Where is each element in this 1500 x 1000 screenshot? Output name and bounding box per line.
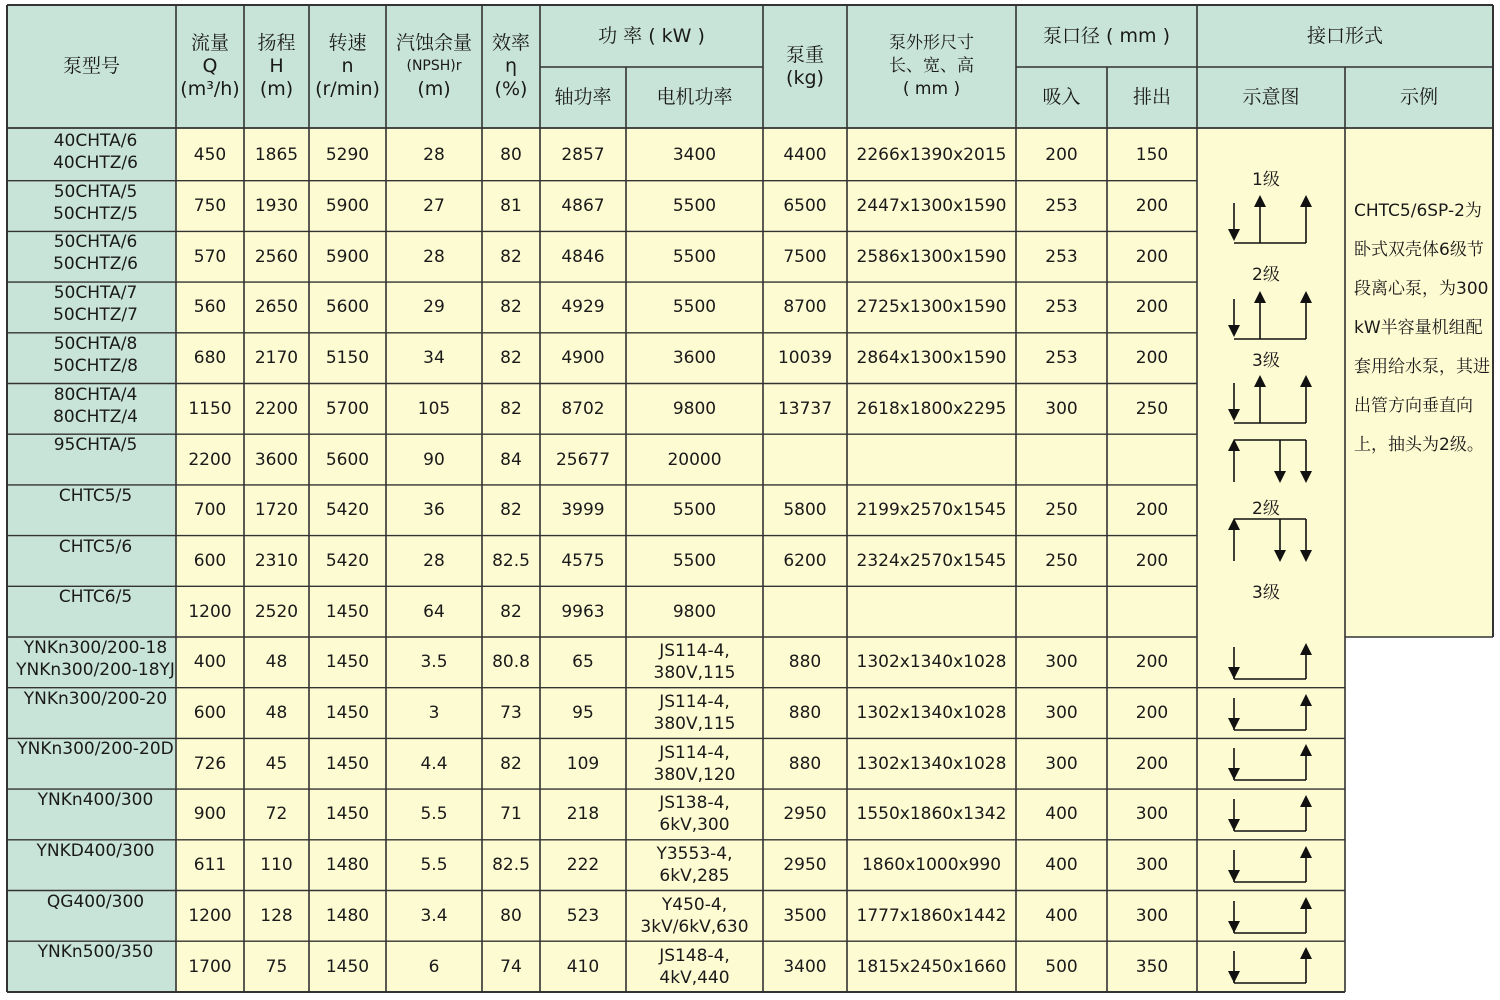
row-model-line: YNKn300/200-18YJ [16, 660, 175, 680]
row-eff: 82 [500, 297, 522, 318]
connection-up-down-down-icon [1228, 437, 1312, 489]
header-flow-line: (m³/h) [180, 78, 240, 100]
row-head: 1720 [254, 500, 299, 521]
header-flow-line: Q [202, 55, 218, 77]
stage-label: 3级 [1252, 583, 1280, 603]
row-weight: 880 [788, 753, 822, 774]
row-speed: 5900 [325, 246, 370, 267]
row-weight: 6500 [783, 196, 827, 217]
row-weight: 5800 [783, 500, 827, 521]
row-npsh: 64 [423, 601, 445, 622]
row-dims: 2725x1300x1590 [856, 297, 1007, 318]
row-dims: 1815x2450x1660 [856, 956, 1007, 977]
row-outlet: 200 [1135, 703, 1169, 724]
row-motor-line: Y3553-4, [656, 844, 733, 865]
row-dims: 2199x2570x1545 [856, 500, 1007, 521]
row-motor-line: 380V,120 [653, 764, 736, 785]
row-head: 75 [265, 956, 288, 977]
header-dimensions-line: 泵外形尺寸 [889, 33, 974, 53]
row-motor-line: Y450-4, [661, 894, 728, 915]
row-model-line: 50CHTA/6 [53, 232, 138, 253]
row-weight: 2950 [783, 804, 827, 825]
header-model: 泵型号 [62, 55, 120, 77]
stage-label: 2级 [1252, 265, 1280, 285]
row-speed: 1450 [325, 652, 370, 673]
row-head: 3600 [254, 449, 299, 470]
row-head: 1865 [254, 145, 299, 166]
row-model-line: 80CHTA/4 [53, 384, 138, 405]
row-eff: 74 [500, 956, 522, 977]
row-eff: 82 [500, 601, 522, 622]
row-shaft: 109 [566, 753, 600, 774]
row-head: 45 [265, 753, 288, 774]
row-npsh: 5.5 [420, 855, 448, 876]
row-model-line: 50CHTZ/6 [53, 254, 138, 275]
row-eff: 82 [500, 500, 522, 521]
row-flow: 1700 [188, 956, 232, 977]
header-shaft-power: 轴功率 [554, 86, 612, 108]
row-weight: 8700 [783, 297, 827, 318]
row-model-line: 95CHTA/5 [53, 435, 138, 456]
row-model-line: CHTC5/5 [58, 485, 133, 506]
row-shaft: 4575 [561, 550, 605, 571]
row-eff: 82 [500, 348, 522, 369]
row-shaft: 2857 [561, 145, 605, 166]
row-inlet: 300 [1045, 398, 1078, 419]
row-outlet: 150 [1135, 145, 1169, 166]
row-motor-line: 3400 [672, 145, 717, 166]
row-model-line: 40CHTZ/6 [53, 153, 138, 173]
row-motor-line: JS114-4, [659, 641, 730, 662]
header-efficiency-line: 效率 [491, 32, 530, 54]
row-motor-line: 6kV,285 [659, 866, 730, 887]
row-eff: 82.5 [492, 550, 530, 571]
row-inlet: 250 [1045, 550, 1078, 571]
row-eff: 84 [500, 449, 522, 470]
row-weight: 6200 [783, 550, 827, 571]
row-outlet: 200 [1135, 246, 1169, 267]
row-dims: 1302x1340x1028 [856, 753, 1007, 774]
row-flow: 600 [193, 550, 227, 571]
row-speed: 1450 [325, 703, 370, 724]
row-motor-line: JS148-4, [659, 945, 730, 966]
row-shaft: 25677 [555, 449, 611, 470]
row-weight: 3500 [783, 905, 827, 926]
row-speed: 1480 [325, 855, 370, 876]
header-npsh-line: (m) [417, 78, 451, 100]
row-model-line: YNKn400/300 [37, 790, 154, 811]
row-shaft: 218 [566, 804, 600, 825]
row-dims: 2266x1390x2015 [856, 145, 1007, 166]
header-flow-line: 流量 [190, 32, 229, 54]
row-head: 2650 [254, 297, 299, 318]
row-head: 1930 [254, 196, 299, 217]
row-outlet: 300 [1135, 905, 1169, 926]
row-inlet: 253 [1045, 246, 1078, 267]
row-npsh: 3.4 [420, 905, 448, 926]
header-speed-line: 转速 [328, 32, 367, 54]
row-speed: 5420 [325, 550, 370, 571]
row-model-line: YNKn300/200-20 [23, 688, 168, 709]
row-npsh: 28 [423, 246, 445, 267]
row-head: 128 [260, 905, 293, 926]
row-flow: 680 [193, 348, 227, 369]
row-shaft: 8702 [561, 398, 605, 419]
row-flow: 1200 [188, 601, 232, 622]
header-head-line: 扬程 [257, 32, 296, 54]
header-inlet: 吸入 [1042, 86, 1081, 108]
row-model-line: 50CHTA/8 [53, 333, 138, 354]
row-npsh: 3 [428, 703, 440, 724]
row-outlet: 300 [1135, 855, 1169, 876]
row-outlet: 200 [1135, 196, 1169, 217]
header-head-line: (m) [259, 78, 294, 100]
stage-label: 1级 [1252, 170, 1280, 190]
row-head: 2170 [254, 348, 299, 369]
row-eff: 80 [500, 145, 522, 166]
row-outlet: 200 [1135, 297, 1169, 318]
row-head: 2200 [254, 398, 299, 419]
row-shaft: 4867 [561, 196, 605, 217]
row-motor-line: 3kV/6kV,630 [640, 916, 749, 937]
row-model-line: 80CHTZ/4 [53, 406, 138, 427]
row-eff: 71 [500, 804, 522, 825]
row-head: 72 [265, 804, 288, 825]
row-model-line: CHTC6/5 [58, 587, 133, 608]
row-motor-line: 6kV,300 [659, 815, 730, 836]
row-motor-line: 9800 [672, 398, 717, 419]
row-model-line: YNKn300/200-20D [17, 739, 174, 760]
connection-inlet-outlet-icon [1228, 895, 1312, 939]
row-outlet: 200 [1135, 652, 1169, 673]
row-inlet: 250 [1045, 500, 1078, 521]
connection-inlet-outlet-icon [1228, 692, 1312, 736]
row-eff: 73 [500, 703, 522, 724]
row-weight: 10039 [777, 348, 833, 369]
row-inlet: 300 [1045, 652, 1078, 673]
row-dims: 2864x1300x1590 [856, 348, 1007, 369]
row-motor-line: JS114-4, [659, 742, 730, 763]
row-flow: 570 [193, 246, 227, 267]
row-weight: 2950 [783, 855, 827, 876]
row-npsh: 6 [428, 956, 440, 977]
row-model-line: 40CHTA/6 [53, 131, 138, 151]
row-model-line: 50CHTZ/7 [53, 305, 138, 326]
connection-inlet-outlet-icon [1228, 641, 1312, 685]
row-npsh: 105 [417, 398, 451, 419]
header-outlet: 排出 [1132, 86, 1171, 108]
header-connection: 接口形式 [1306, 24, 1383, 47]
row-weight: 7500 [783, 246, 827, 267]
row-outlet: 300 [1135, 804, 1169, 825]
row-model-line: 50CHTA/5 [53, 181, 138, 202]
row-inlet: 300 [1045, 703, 1078, 724]
row-weight: 880 [788, 703, 822, 724]
row-speed: 5700 [325, 398, 370, 419]
connection-inlet-outlet-icon [1228, 844, 1312, 888]
row-npsh: 36 [423, 500, 445, 521]
row-motor-line: 3600 [672, 348, 717, 369]
row-motor-line: JS138-4, [659, 793, 730, 814]
row-npsh: 34 [423, 348, 445, 369]
header-dimensions-line: 长、宽、高 [889, 56, 974, 76]
row-speed: 1480 [325, 905, 370, 926]
row-shaft: 9963 [561, 601, 605, 622]
row-dims: 1777x1860x1442 [856, 905, 1007, 926]
row-motor-line: 5500 [672, 500, 717, 521]
row-speed: 1450 [325, 804, 370, 825]
row-eff: 81 [500, 196, 522, 217]
row-shaft: 410 [566, 956, 600, 977]
row-eff: 82 [500, 753, 522, 774]
row-head: 48 [265, 652, 288, 673]
header-dimensions-line: ( mm ) [902, 79, 961, 99]
row-flow: 1200 [188, 905, 232, 926]
row-head: 2520 [254, 601, 299, 622]
row-speed: 5600 [325, 449, 370, 470]
row-shaft: 3999 [561, 500, 605, 521]
row-speed: 5420 [325, 500, 370, 521]
row-head: 2560 [254, 246, 299, 267]
row-motor-line: 380V,115 [653, 714, 736, 735]
row-inlet: 500 [1045, 956, 1078, 977]
row-inlet: 400 [1045, 855, 1078, 876]
row-outlet: 200 [1135, 348, 1169, 369]
row-flow: 400 [193, 652, 227, 673]
row-head: 110 [260, 855, 293, 876]
row-outlet: 200 [1135, 753, 1169, 774]
row-outlet: 200 [1135, 550, 1169, 571]
row-speed: 1450 [325, 601, 370, 622]
row-speed: 5290 [325, 145, 370, 166]
header-head-line: H [269, 55, 284, 77]
row-model-line: 50CHTZ/8 [53, 355, 138, 376]
row-inlet: 200 [1045, 145, 1078, 166]
row-dims: 2447x1300x1590 [856, 196, 1007, 217]
row-model-line: 50CHTA/7 [53, 283, 138, 304]
row-model-line: CHTC5/6 [58, 536, 133, 557]
row-shaft: 523 [566, 905, 600, 926]
header-weight-line: (kg) [786, 66, 824, 89]
row-head: 48 [265, 703, 288, 724]
header-power: 功 率 ( kW ) [598, 24, 705, 47]
stage-label: 2级 [1252, 499, 1280, 519]
row-flow: 900 [193, 804, 227, 825]
row-outlet: 200 [1135, 500, 1169, 521]
row-flow: 700 [193, 500, 227, 521]
row-motor-line: JS114-4, [659, 692, 730, 713]
header-speed-line: n [341, 55, 354, 77]
row-eff: 82 [500, 398, 522, 419]
row-model-line: YNKn300/200-18 [23, 638, 168, 658]
connection-down-up-up-icon [1228, 373, 1312, 428]
row-weight: 880 [788, 652, 822, 673]
row-motor-line: 5500 [672, 550, 717, 571]
row-inlet: 253 [1045, 348, 1078, 369]
row-weight: 3400 [783, 956, 827, 977]
row-model-line: YNKn500/350 [37, 942, 154, 963]
row-npsh: 28 [423, 550, 445, 571]
row-eff: 80 [500, 905, 522, 926]
row-eff: 82 [500, 246, 522, 267]
row-npsh: 3.5 [420, 652, 448, 673]
row-inlet: 253 [1045, 297, 1078, 318]
row-flow: 1150 [188, 398, 232, 419]
row-motor-line: 20000 [667, 449, 722, 470]
row-model-line: YNKD400/300 [36, 840, 155, 861]
connection-down-up-up-icon [1228, 289, 1312, 344]
row-speed: 1450 [325, 956, 370, 977]
row-flow: 2200 [188, 449, 232, 470]
row-npsh: 29 [423, 297, 445, 318]
header-speed-line: (r/min) [315, 78, 380, 100]
row-head: 2310 [254, 550, 299, 571]
row-shaft: 4929 [561, 297, 605, 318]
connection-inlet-outlet-icon [1228, 793, 1312, 837]
row-dims: 1550x1860x1342 [856, 804, 1007, 825]
row-shaft: 222 [566, 855, 600, 876]
header-motor-power: 电机功率 [656, 86, 733, 108]
stage-label: 3级 [1252, 351, 1280, 371]
row-motor-line: 5500 [672, 246, 717, 267]
header-bore: 泵口径 ( mm ) [1043, 24, 1170, 47]
row-dims: 2324x2570x1545 [856, 550, 1007, 571]
row-dims: 1302x1340x1028 [856, 652, 1007, 673]
row-speed: 5600 [325, 297, 370, 318]
row-motor-line: 5500 [672, 297, 717, 318]
row-npsh: 90 [423, 449, 445, 470]
row-inlet: 253 [1045, 196, 1078, 217]
connection-inlet-outlet-icon [1228, 945, 1312, 989]
header-efficiency-line: (%) [494, 78, 528, 100]
row-dims: 1860x1000x990 [861, 855, 1002, 876]
row-motor-line: 9800 [672, 601, 717, 622]
row-outlet: 350 [1135, 956, 1169, 977]
row-flow: 450 [193, 145, 227, 166]
row-shaft: 65 [572, 652, 594, 673]
row-motor-line: 380V,115 [653, 663, 736, 684]
row-inlet: 300 [1045, 753, 1078, 774]
row-flow: 560 [193, 297, 227, 318]
header-efficiency-line: η [504, 55, 518, 77]
row-flow: 726 [193, 753, 227, 774]
row-inlet: 400 [1045, 804, 1078, 825]
row-weight: 4400 [783, 145, 827, 166]
row-weight: 13737 [777, 398, 833, 419]
row-npsh: 5.5 [420, 804, 448, 825]
row-motor-line: 5500 [672, 196, 717, 217]
row-flow: 611 [193, 855, 227, 876]
connection-down-up-up-icon [1228, 193, 1312, 248]
row-dims: 2586x1300x1590 [856, 246, 1007, 267]
row-shaft: 4846 [561, 246, 605, 267]
row-speed: 5900 [325, 196, 370, 217]
row-npsh: 27 [423, 196, 445, 217]
row-speed: 5150 [325, 348, 370, 369]
header-example: 示例 [1399, 86, 1438, 108]
row-model-line: QG400/300 [46, 891, 145, 912]
row-npsh: 4.4 [420, 753, 448, 774]
row-model-line: 50CHTZ/5 [53, 203, 138, 224]
row-npsh: 28 [423, 145, 445, 166]
row-inlet: 400 [1045, 905, 1078, 926]
row-speed: 1450 [325, 753, 370, 774]
row-eff: 80.8 [492, 652, 530, 673]
row-shaft: 95 [572, 703, 594, 724]
header-npsh-line: 汽蚀余量 [395, 32, 472, 54]
connection-up-down-down-icon [1228, 516, 1312, 568]
row-flow: 600 [193, 703, 227, 724]
row-dims: 1302x1340x1028 [856, 703, 1007, 724]
header-diagram: 示意图 [1242, 86, 1300, 108]
row-flow: 750 [193, 196, 227, 217]
row-motor-line: 4kV,440 [659, 967, 730, 988]
connection-inlet-outlet-icon [1228, 742, 1312, 786]
header-npsh-line: (NPSH)r [406, 58, 462, 74]
row-outlet: 250 [1135, 398, 1169, 419]
header-weight-line: 泵重 [785, 43, 824, 66]
example-note: CHTC5/6SP-2为卧式双壳体6级节段离心泵，为300kW半容量机组配套用给水泵，其进出管方向垂直向上，抽头为2级。 [1354, 201, 1490, 455]
row-shaft: 4900 [561, 348, 605, 369]
row-eff: 82.5 [492, 855, 530, 876]
row-dims: 2618x1800x2295 [856, 398, 1007, 419]
